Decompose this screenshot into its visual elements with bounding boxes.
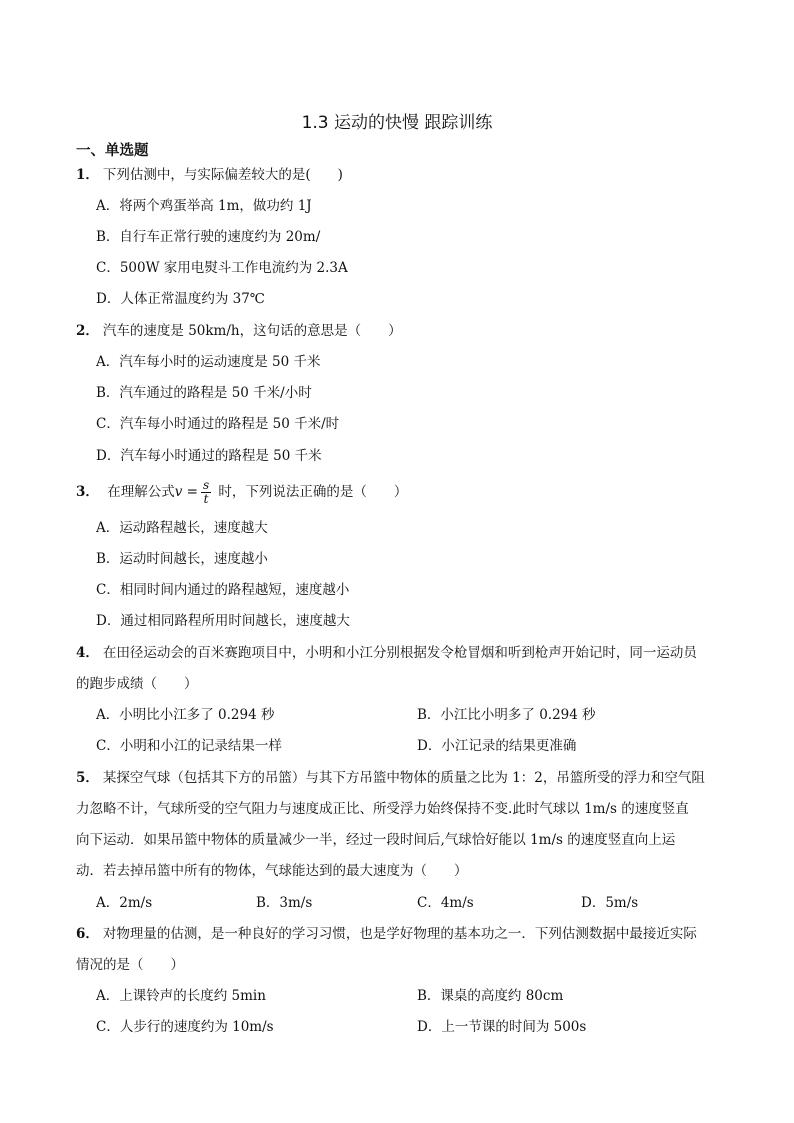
q3-option-b: B．运动时间越长，速度越小 — [96, 551, 268, 567]
question-1 — [76, 165, 343, 185]
q5-option-a: A．2m/s — [96, 895, 153, 911]
formula-lhs: v = — [174, 484, 198, 500]
question-5-line-2: 力忽略不计，气球所受的空气阻力与速度成正比、所受浮力始终保持不变.此时气球以 1m/s 的速度竖直 — [76, 801, 689, 817]
question-stem-post: 时，下列说法正确的是（ ） — [218, 484, 408, 500]
q3-option-c: C．相同时间内通过的路程越短，速度越小 — [96, 582, 350, 598]
question-4 — [76, 643, 697, 663]
question-number: 5． — [76, 770, 99, 786]
question-4-continued: 的跑步成绩（ ） — [76, 676, 198, 692]
question-5 — [76, 768, 705, 788]
q4-option-a: A．小明比小江多了 0.294 秒 — [96, 707, 275, 723]
formula-denominator: t — [203, 492, 209, 506]
q2-option-d: D．汽车每小时通过的路程是 50 千米 — [96, 448, 322, 464]
question-stem: 下列估测中，与实际偏差较大的是( ) — [102, 167, 343, 183]
q6-option-b: B．课桌的高度约 80cm — [417, 988, 564, 1004]
question-stem: 对物理量的估测，是一种良好的学习习惯，也是学好物理的基本功之一．下列估测数据中最接近实际 — [102, 926, 697, 942]
question-number: 3． — [76, 484, 99, 500]
question-stem: 某探空气球（包括其下方的吊篮）与其下方吊篮中物体的质量之比为 1：2，吊篮所受的浮力和空气阻 — [102, 770, 705, 786]
q6-option-c: C．人步行的速度约为 10m/s — [96, 1019, 274, 1035]
question-stem: 在田径运动会的百米赛跑项目中，小明和小江分别根据发令枪冒烟和听到枪声开始记时，同一运动员 — [102, 645, 697, 661]
q1-option-a: A．将两个鸡蛋举高 1m，做功约 1J — [96, 198, 312, 214]
question-6-continued: 情况的是（ ） — [76, 957, 184, 973]
question-2 — [76, 321, 402, 341]
question-number: 1． — [76, 167, 99, 183]
question-3 — [76, 478, 407, 506]
question-6 — [76, 924, 697, 944]
question-number: 4． — [76, 645, 99, 661]
question-number: 6． — [76, 926, 99, 942]
q4-option-c: C．小明和小江的记录结果一样 — [96, 738, 282, 754]
q1-option-d: D．人体正常温度约为 37℃ — [96, 291, 265, 307]
question-number: 2． — [76, 323, 99, 339]
page-title: 1.3 运动的快慢 跟踪训练 — [301, 113, 493, 133]
section-heading: 一、单选题 — [76, 143, 149, 159]
q2-option-c: C．汽车每小时通过的路程是 50 千米/时 — [96, 416, 340, 432]
q1-option-c: C．500W 家用电熨斗工作电流约为 2.3A — [96, 260, 348, 276]
q3-option-a: A．运动路程越长，速度越大 — [96, 520, 268, 536]
question-stem: 汽车的速度是 50km/h，这句话的意思是（ ） — [102, 323, 402, 339]
question-5-line-4: 动．若去掉吊篮中所有的物体，气球能达到的最大速度为（ ） — [76, 863, 468, 879]
formula-numerator: s — [202, 478, 210, 492]
q5-option-d: D．5m/s — [581, 895, 639, 911]
q5-option-c: C．4m/s — [417, 895, 474, 911]
q1-option-b: B．自行车正常行驶的速度约为 20m/ — [96, 229, 321, 245]
q2-option-a: A．汽车每小时的运动速度是 50 千米 — [96, 354, 321, 370]
q6-option-d: D．上一节课的时间为 500s — [417, 1019, 587, 1035]
question-stem-pre: 在理解公式 — [107, 484, 175, 500]
q3-option-d: D．通过相同路程所用时间越长，速度越大 — [96, 613, 350, 629]
q4-option-d: D．小江记录的结果更准确 — [417, 738, 577, 754]
q6-option-a: A．上课铃声的长度约 5min — [96, 988, 266, 1004]
q2-option-b: B．汽车通过的路程是 50 千米/小时 — [96, 385, 312, 401]
formula-fraction — [201, 479, 211, 506]
q4-option-b: B．小江比小明多了 0.294 秒 — [417, 707, 596, 723]
q5-option-b: B．3m/s — [256, 895, 313, 911]
question-5-line-3: 向下运动．如果吊篮中物体的质量减少一半，经过一段时间后,气球恰好能以 1m/s 的速度竖直向上运 — [76, 832, 676, 848]
